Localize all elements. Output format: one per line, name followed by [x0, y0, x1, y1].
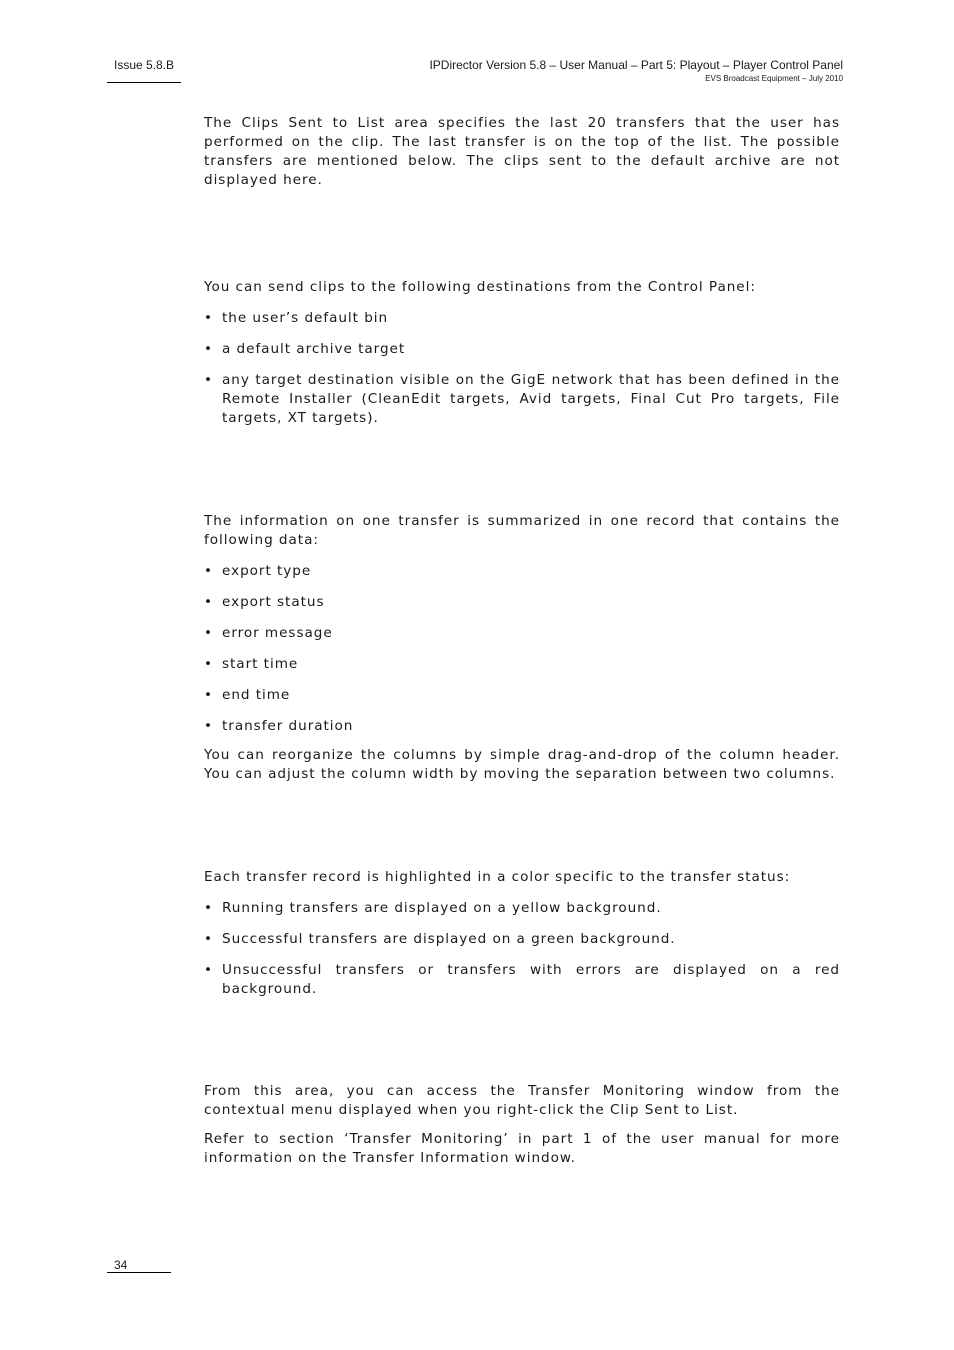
record-section	[204, 512, 840, 784]
bullet-icon: •	[204, 372, 213, 388]
list-item: • transfer duration	[204, 718, 354, 734]
monitoring-section	[204, 1082, 840, 1168]
record-lead: The information on one transfer is summarized in one record that contains the following data:	[204, 513, 840, 548]
record-fields-list	[204, 562, 840, 736]
list-item: • a default archive target	[204, 341, 406, 357]
document-subtitle: EVS Broadcast Equipment – July 2010	[705, 74, 843, 83]
bullet-icon: •	[204, 687, 213, 703]
destinations-list	[204, 309, 840, 428]
monitoring-paragraph: From this area, you can access the Transfer Monitoring window from the contextual menu displayed when you right-click the Clip Sent to List.	[204, 1083, 840, 1118]
list-item: • Unsuccessful transfers or transfers with errors are displayed on a red background.	[204, 962, 840, 997]
bullet-icon: •	[204, 931, 213, 947]
destinations-lead: You can send clips to the following destinations from the Control Panel:	[204, 279, 756, 295]
bullet-icon: •	[204, 594, 213, 610]
intro-section	[204, 114, 840, 190]
header-rule	[107, 82, 181, 83]
list-item: • end time	[204, 687, 291, 703]
bullet-icon: •	[204, 962, 213, 978]
monitoring-reference-paragraph: Refer to section ‘Transfer Monitoring’ in part 1 of the user manual for more information on the Transfer Information window.	[204, 1131, 840, 1166]
bullet-icon: •	[204, 563, 213, 579]
bullet-icon: •	[204, 310, 213, 326]
colors-list	[204, 899, 840, 999]
list-item: • Running transfers are displayed on a yellow background.	[204, 900, 662, 916]
bullet-icon: •	[204, 656, 213, 672]
list-item: • export status	[204, 594, 325, 610]
colors-section	[204, 868, 840, 999]
intro-paragraph: The Clips Sent to List area specifies the last 20 transfers that the user has performed on the clip. The last transfer is on the top of the list. The possible transfers are mentioned below. The clips sent to the default archive are not displayed here.	[204, 115, 840, 188]
bullet-icon: •	[204, 341, 213, 357]
issue-label: Issue 5.8.B	[114, 58, 175, 72]
list-item: • the user’s default bin	[204, 310, 389, 326]
destinations-section	[204, 278, 840, 428]
list-item: • Successful transfers are displayed on a green background.	[204, 931, 676, 947]
colors-lead: Each transfer record is highlighted in a color specific to the transfer status:	[204, 869, 791, 885]
list-item: • start time	[204, 656, 299, 672]
bullet-icon: •	[204, 900, 213, 916]
footer-rule	[107, 1272, 171, 1273]
document-title: IPDirector Version 5.8 – User Manual – Part 5: Playout – Player Control Panel	[429, 58, 843, 72]
list-item: • any target destination visible on the GigE network that has been defined in the Remote Installer (CleanEdit targets, Avid targets, Final Cut Pro targets, File targets, XT targets).	[204, 372, 840, 426]
bullet-icon: •	[204, 718, 213, 734]
bullet-icon: •	[204, 625, 213, 641]
record-after-paragraph: You can reorganize the columns by simple drag-and-drop of the column header. You can adjust the column width by moving the separation between two columns.	[204, 747, 840, 782]
list-item: • export type	[204, 563, 312, 579]
page-number: 34	[114, 1258, 128, 1272]
list-item: • error message	[204, 625, 333, 641]
